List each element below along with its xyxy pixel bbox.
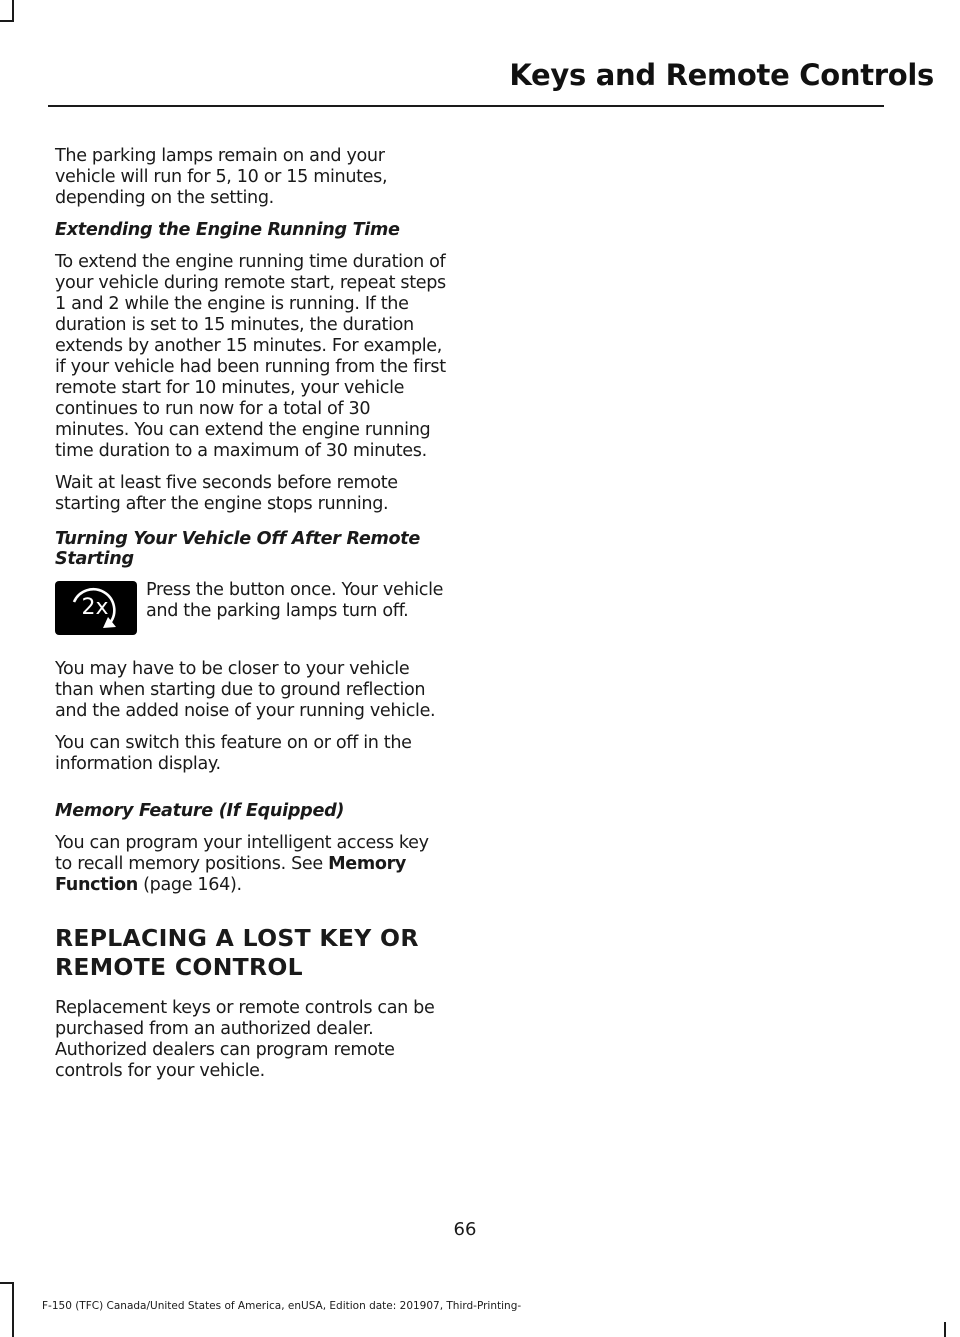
memory-function-link[interactable]: Memory Function	[55, 854, 407, 895]
closer-to-vehicle-paragraph: You may have to be closer to your vehicle than when starting due to ground reflection and the added noise of your running vehicle.	[55, 659, 436, 721]
main-column	[55, 146, 448, 1093]
crop-mark-bottom-right-vertical	[944, 1322, 946, 1337]
crop-mark-top-left-vertical	[12, 0, 14, 22]
extending-running-time-heading: Extending the Engine Running Time	[55, 220, 400, 240]
extending-running-time-paragraph: To extend the engine running time duration of your vehicle during remote start, repeat steps 1 and 2 while the engine is running. If the duration is set to 15 minutes, the duration extends by another 15 minutes. For example, if your vehicle had been running from the first remote start for 10 minutes, your vehicle continues to run now for a total of 30 minutes. You can extend the engine running time duration to a maximum of 30 minutes.	[55, 252, 446, 461]
icon-2x-label: 2x	[81, 595, 109, 620]
replacing-lost-key-heading: REPLACING A LOST KEY OR REMOTE CONTROL	[55, 924, 419, 981]
remote-start-2x-icon	[55, 581, 137, 635]
press-button-paragraph: Press the button once. Your vehicle and the parking lamps turn off.	[146, 580, 444, 621]
memory-feature-paragraph	[55, 833, 448, 896]
page-number: 66	[453, 1219, 477, 1240]
crop-mark-bottom-left-horizontal	[0, 1282, 14, 1284]
footer-edition-info: F-150 (TFC) Canada/United States of America, enUSA, Edition date: 201907, Third-Printing-	[42, 1300, 522, 1312]
crop-mark-bottom-left-vertical	[12, 1282, 14, 1337]
press-button-row	[55, 581, 448, 653]
memory-feature-heading: Memory Feature (If Equipped)	[55, 801, 345, 821]
crop-mark-top-left-horizontal	[0, 20, 14, 22]
parking-lamps-paragraph: The parking lamps remain on and your vehicle will run for 5, 10 or 15 minutes, depending on the setting.	[55, 146, 388, 208]
switch-feature-paragraph: You can switch this feature on or off in the information display.	[55, 733, 412, 774]
header-rule	[48, 105, 884, 107]
memory-text-start: You can program your intelligent access key to recall memory positions. See	[55, 833, 429, 874]
turning-off-heading: Turning Your Vehicle Off After Remote Starting	[55, 529, 421, 569]
page-header-title: Keys and Remote Controls	[509, 58, 934, 92]
wait-paragraph: Wait at least five seconds before remote starting after the engine stops running.	[55, 473, 398, 514]
replacement-keys-paragraph: Replacement keys or remote controls can be purchased from an authorized dealer. Authorized dealers can program remote controls for your vehicle.	[55, 998, 435, 1081]
memory-text-end: (page 164).	[137, 875, 242, 895]
